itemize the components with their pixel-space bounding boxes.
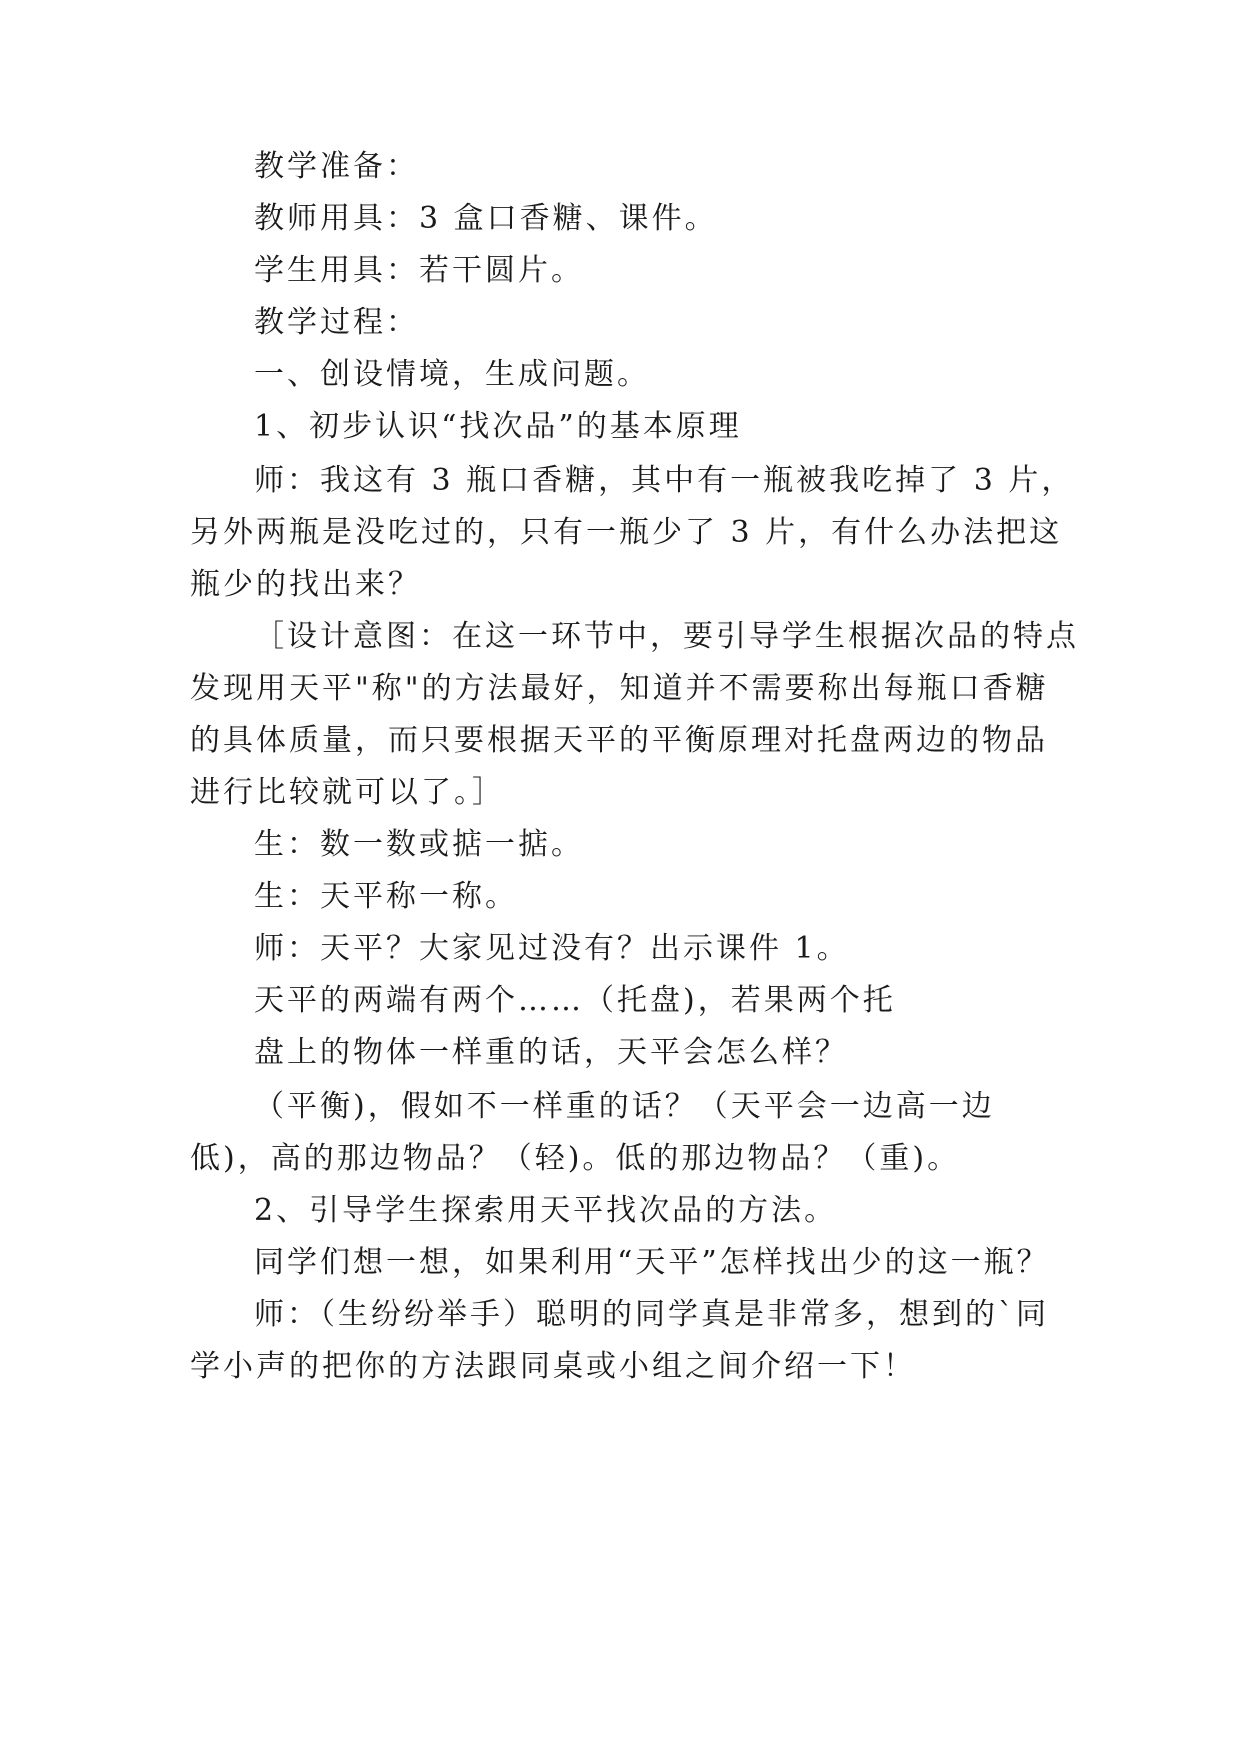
line-design-intent: ［设计意图：在这一环节中，要引导学生根据次品的特点 (254, 619, 1079, 654)
line-paragraph: 师：我这有 3 瓶口香糖，其中有一瓶被我吃掉了 3 片， (254, 463, 1075, 498)
line-teacher-tools: 教师用具：3 盒口香糖、课件。 (254, 201, 718, 236)
line-student-tools: 学生用具：若干圆片。 (254, 253, 584, 288)
line-subsection-one: 1、初步认识“找次品”的基本原理 (254, 409, 742, 444)
line-paragraph: 另外两瓶是没吃过的，只有一瓶少了 3 片，有什么办法把这 (190, 515, 1063, 550)
line-design-intent: 发现用天平"称"的方法最好，知道并不需要称出每瓶口香糖 (190, 671, 1049, 706)
line-teaching-preparation: 教学准备： (254, 149, 419, 184)
line-subsection-two: 2、引导学生探索用天平找次品的方法。 (254, 1193, 838, 1228)
line-design-intent: 进行比较就可以了。］ (190, 775, 505, 810)
line-dialogue: 师：天平？大家见过没有？出示课件 1。 (254, 931, 850, 966)
line-paragraph: 低)，高的那边物品？（轻)。低的那边物品？（重)。 (190, 1141, 961, 1176)
line-paragraph: 瓶少的找出来？ (190, 567, 421, 602)
line-design-intent: 的具体质量，而只要根据天平的平衡原理对托盘两边的物品 (190, 723, 1048, 758)
line-paragraph: （平衡)，假如不一样重的话？（天平会一边高一边 (254, 1089, 995, 1124)
line-paragraph: 天平的两端有两个……（托盘)，若果两个托 (254, 983, 896, 1018)
line-teaching-process: 教学过程： (254, 305, 419, 340)
line-dialogue: 学小声的把你的方法跟同桌或小组之间介绍一下！ (190, 1349, 916, 1384)
line-paragraph: 盘上的物体一样重的话，天平会怎么样？ (254, 1035, 848, 1070)
line-paragraph: 同学们想一想，如果利用“天平”怎样找出少的这一瓶？ (254, 1245, 1050, 1280)
line-dialogue: 师：（生纷纷举手）聪明的同学真是非常多，想到的`同 (254, 1297, 1049, 1332)
line-dialogue: 生：数一数或掂一掂。 (254, 827, 584, 862)
line-dialogue: 生：天平称一称。 (254, 879, 518, 914)
line-section-one-heading: 一、创设情境，生成问题。 (254, 357, 650, 392)
